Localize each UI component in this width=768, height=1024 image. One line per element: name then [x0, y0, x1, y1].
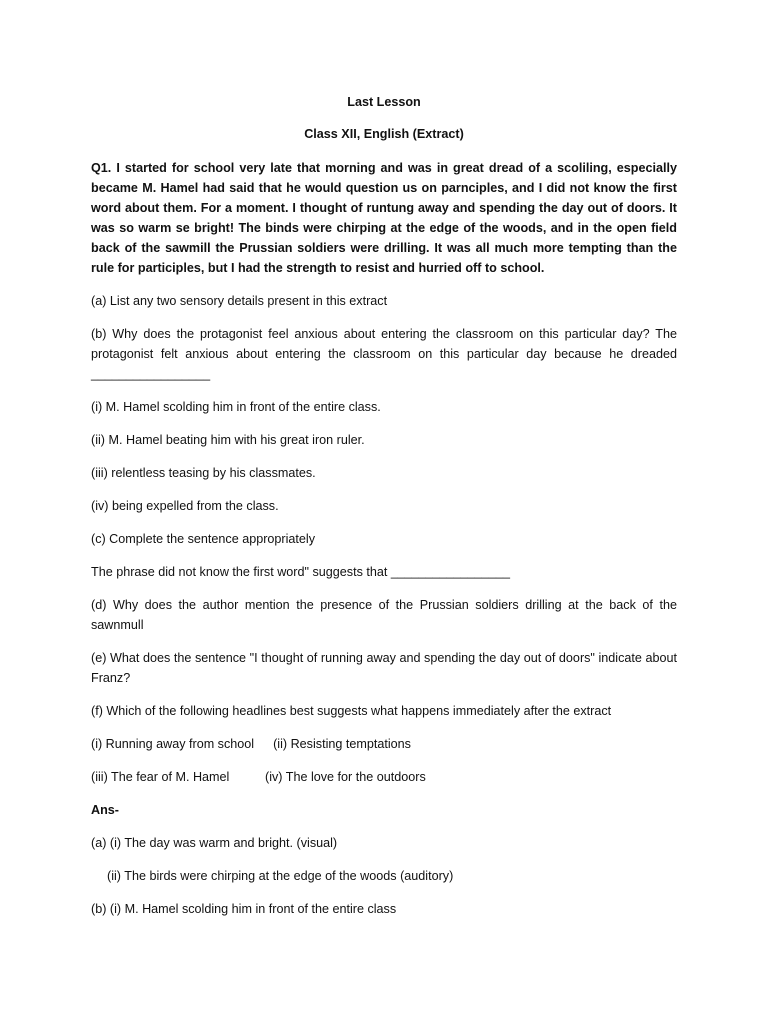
question-d: (d) Why does the author mention the presence of the Prussian soldiers drilling at the back of the sawnmull: [91, 598, 677, 632]
option-b-ii: (ii) M. Hamel beating him with his great iron ruler.: [91, 433, 365, 447]
option-b-iv: (iv) being expelled from the class.: [91, 499, 279, 513]
question-c: (c) Complete the sentence appropriately: [91, 532, 316, 546]
document-page: [91, 92, 677, 932]
f-options-row-1: [91, 734, 677, 754]
f-options-row-2: [91, 767, 677, 787]
option-f-i: (i) Running away from school: [91, 737, 255, 751]
option-b-iii: (iii) relentless teasing by his classmates.: [91, 466, 316, 480]
answer-a-2: (ii) The birds were chirping at the edge of the woods (auditory): [107, 869, 454, 883]
answer-a-1: (a) (i) The day was warm and bright. (visual): [91, 836, 338, 850]
option-f-ii: (ii) Resisting temptations: [273, 737, 411, 751]
question-c-sentence: The phrase did not know the first word" suggests that _________________: [91, 565, 510, 579]
question-a: (a) List any two sensory details present in this extract: [91, 294, 388, 308]
question-b: (b) Why does the protagonist feel anxious about entering the classroom on this particular day? The protagonist felt anxious about entering the classroom on this particular day because he dreaded _________________: [91, 327, 677, 381]
extract-paragraph: Q1. I started for school very late that morning and was in great dread of a scoliling, especially became M. Hamel had said that he would question us on parnciples, and I did not know the first word about them. For a moment. I thought of runtung away and spending the day out of doors. It was so warm se bright! The binds were chirping at the edge of the woods, and in the open field back of the sawmill the Prussian soldiers were drilling. It was all much more tempting than the rule for participles, but I had the strength to resist and hurried off to school.: [91, 161, 677, 275]
answer-b-1: (b) (i) M. Hamel scolding him in front of the entire class: [91, 902, 397, 916]
option-f-iii: (iii) The fear of M. Hamel: [91, 770, 230, 784]
document-subtitle: Class XII, English (Extract): [304, 127, 464, 141]
option-f-iv: (iv) The love for the outdoors: [265, 770, 426, 784]
question-f: (f) Which of the following headlines best suggests what happens immediately after the extract: [91, 704, 612, 718]
question-e: (e) What does the sentence "I thought of running away and spending the day out of doors" indicate about Franz?: [91, 651, 677, 685]
answers-heading: Ans-: [91, 803, 119, 817]
option-b-i: (i) M. Hamel scolding him in front of the entire class.: [91, 400, 381, 414]
document-title: Last Lesson: [347, 95, 421, 109]
